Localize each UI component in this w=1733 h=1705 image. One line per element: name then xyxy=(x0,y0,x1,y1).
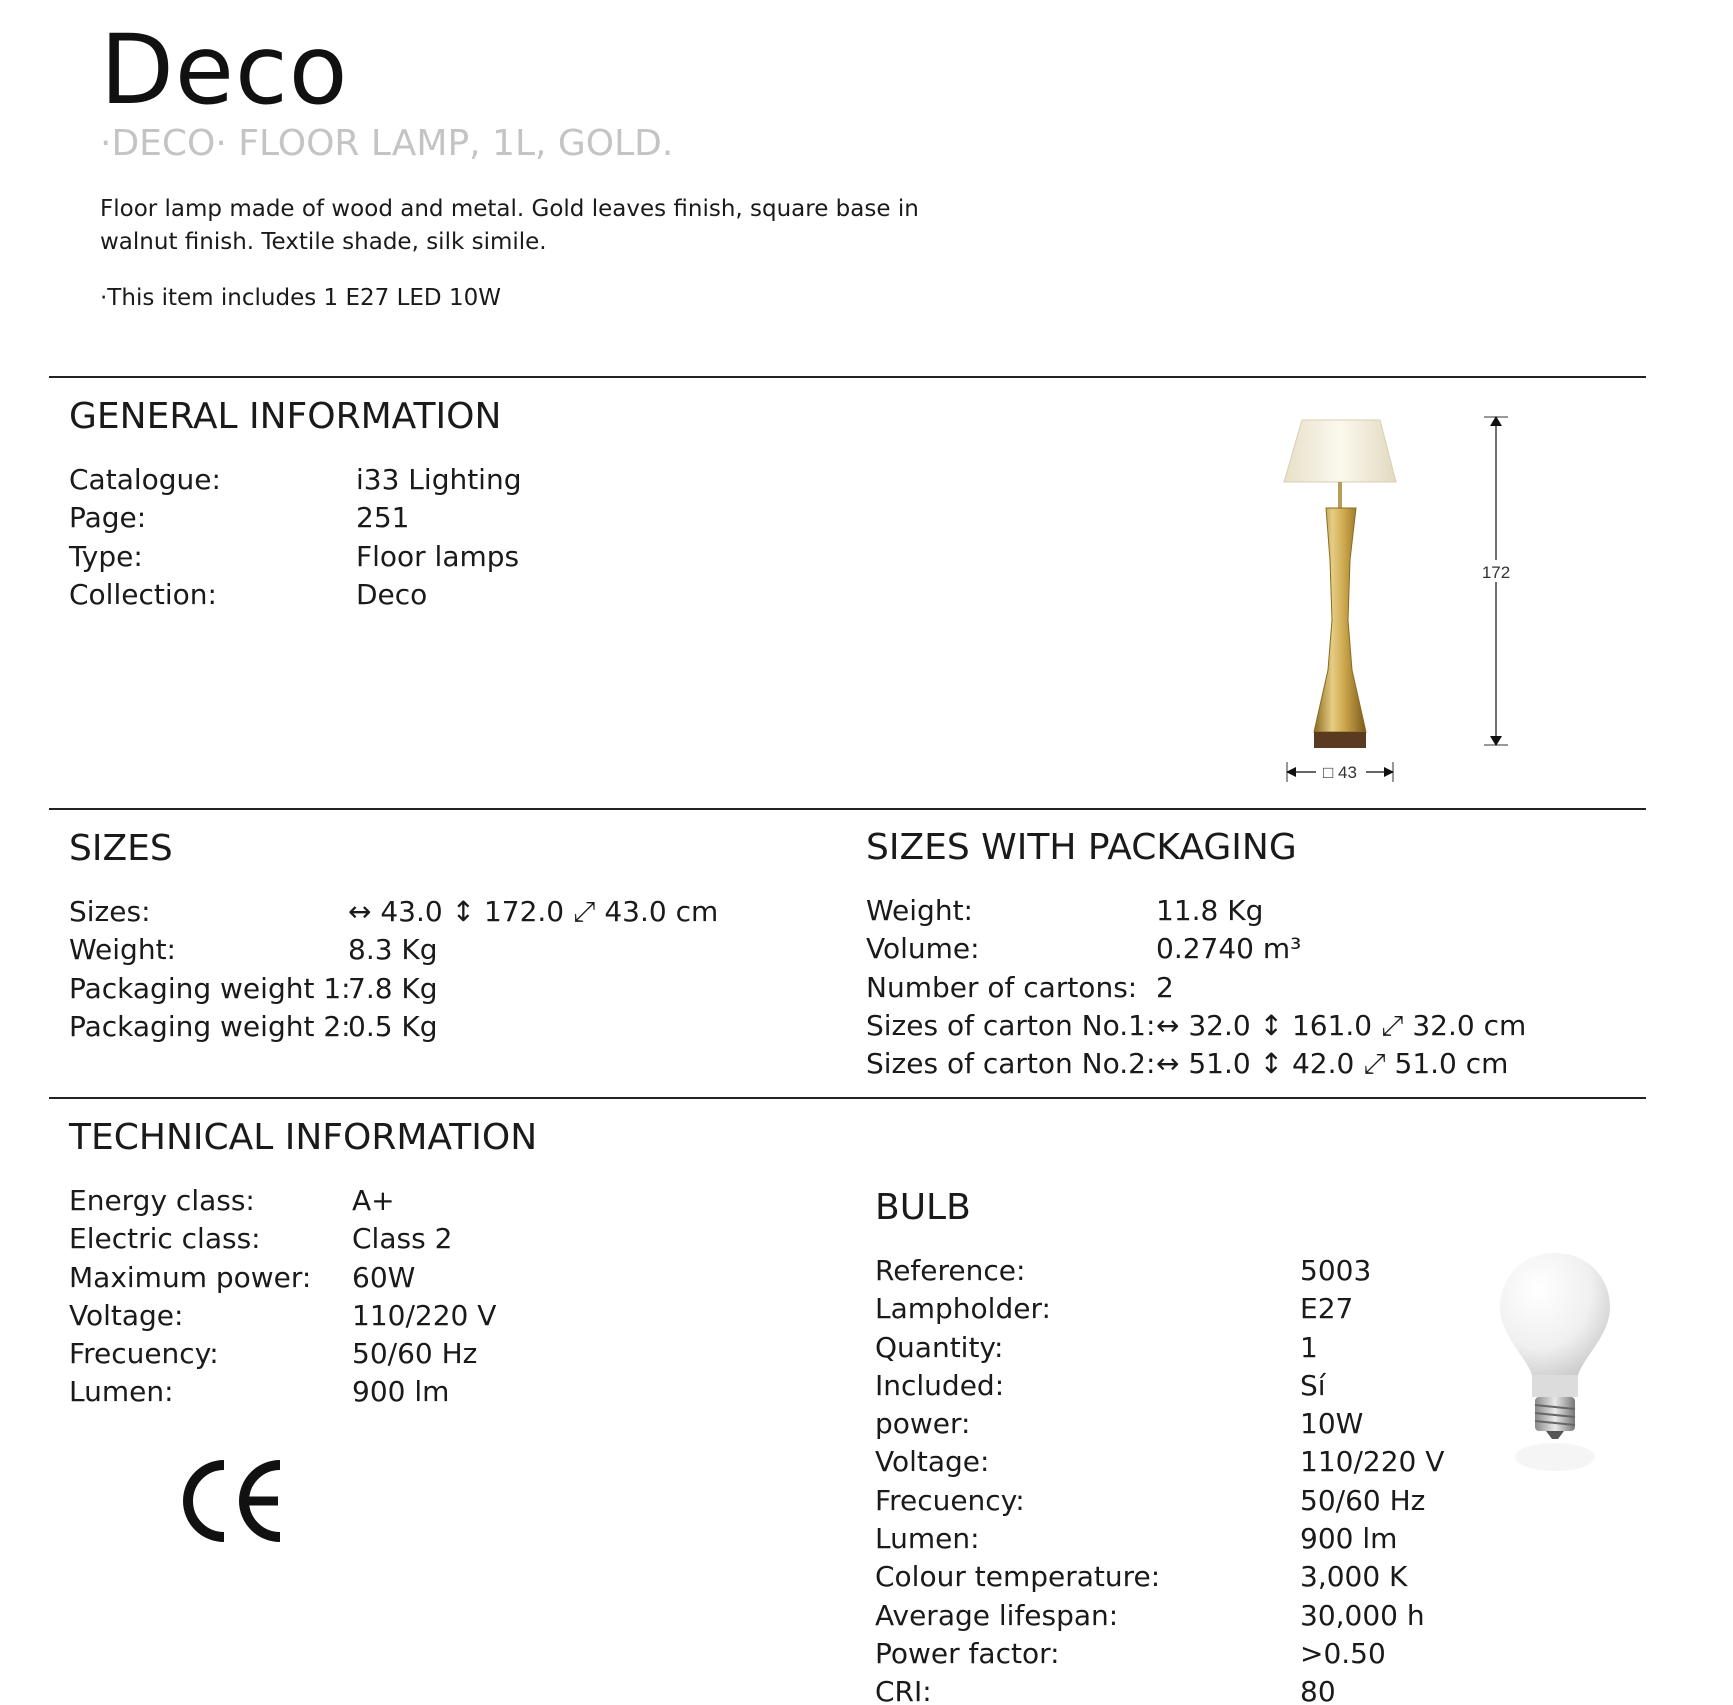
info-label: Frecuency: xyxy=(875,1483,1025,1517)
info-label: Weight: xyxy=(866,894,973,927)
info-label: Lumen: xyxy=(69,1375,174,1409)
info-row xyxy=(875,1482,1444,1520)
bulb-heading: BULB xyxy=(875,1187,971,1228)
info-value: 5003 xyxy=(1300,1254,1372,1287)
width-dimension-label: □ 43 xyxy=(1323,763,1357,782)
info-value: 50/60 Hz xyxy=(1300,1483,1426,1517)
info-label: power: xyxy=(875,1407,971,1441)
bulb-list xyxy=(875,1252,1444,1705)
info-value: 50/60 Hz xyxy=(352,1337,478,1371)
info-value: E27 xyxy=(1300,1292,1354,1326)
info-value: 1 xyxy=(1300,1330,1318,1364)
info-row xyxy=(69,1008,718,1046)
info-row xyxy=(69,1220,496,1258)
info-value: 110/220 V xyxy=(1300,1445,1445,1479)
info-value: Sí xyxy=(1300,1368,1326,1402)
info-value: i33 Lighting xyxy=(356,463,522,496)
info-row xyxy=(875,1443,1444,1481)
lamp-stem-shape xyxy=(1338,482,1342,508)
info-label: Packaging weight 1: xyxy=(69,971,351,1005)
info-value: 0.5 Kg xyxy=(348,1009,438,1043)
info-row xyxy=(875,1520,1444,1558)
info-label: Voltage: xyxy=(875,1445,990,1479)
info-label: Lumen: xyxy=(875,1522,980,1556)
info-row xyxy=(69,1182,496,1220)
info-label: Reference: xyxy=(875,1254,1026,1287)
info-label: Page: xyxy=(69,501,147,535)
info-row xyxy=(69,1335,496,1373)
info-row xyxy=(875,1367,1444,1405)
info-row xyxy=(69,461,521,499)
info-row xyxy=(69,499,521,537)
info-value: 900 lm xyxy=(1300,1522,1398,1556)
info-row xyxy=(69,931,718,969)
info-value: ↔ 43.0 ↕ 172.0 ⤢ 43.0 cm xyxy=(348,895,719,928)
info-value: 110/220 V xyxy=(352,1298,497,1332)
sizes-with-packaging-list xyxy=(866,892,1526,1083)
info-value: A+ xyxy=(352,1184,395,1217)
product-description: Floor lamp made of wood and metal. Gold leaves finish, square base in walnut finish. Textile shade, silk simile. xyxy=(100,196,919,255)
floor-lamp-dimension-figure xyxy=(1270,410,1530,790)
info-value: 3,000 K xyxy=(1300,1560,1408,1594)
info-row xyxy=(875,1635,1444,1673)
info-value: ↔ 32.0 ↕ 161.0 ⤢ 32.0 cm xyxy=(1156,1008,1527,1042)
info-label: Packaging weight 2: xyxy=(69,1009,351,1043)
info-row xyxy=(866,1007,1526,1045)
info-label: Type: xyxy=(69,539,143,573)
info-value: Class 2 xyxy=(352,1222,453,1256)
info-label: Average lifespan: xyxy=(875,1598,1119,1632)
general-information-heading: GENERAL INFORMATION xyxy=(69,396,502,437)
info-label: CRI: xyxy=(875,1675,932,1705)
sizes-list xyxy=(69,893,718,1046)
info-value: 30,000 h xyxy=(1300,1598,1425,1632)
info-value: Deco xyxy=(356,577,428,611)
info-row xyxy=(875,1290,1444,1328)
info-row xyxy=(875,1252,1444,1290)
technical-information-heading: TECHNICAL INFORMATION xyxy=(69,1117,538,1158)
info-row xyxy=(866,1045,1526,1083)
sizes-with-packaging-heading: SIZES WITH PACKAGING xyxy=(866,827,1297,868)
info-value: 0.2740 m³ xyxy=(1156,932,1302,966)
sizes-heading: SIZES xyxy=(69,828,173,869)
technical-information-list xyxy=(69,1182,496,1412)
info-label: Frecuency: xyxy=(69,1337,219,1371)
divider xyxy=(49,1097,1646,1099)
info-row xyxy=(875,1597,1444,1635)
lamp-shade-shape xyxy=(1284,420,1396,482)
info-row xyxy=(69,576,521,614)
info-label: Power factor: xyxy=(875,1636,1060,1670)
info-value: ↔ 51.0 ↕ 42.0 ⤢ 51.0 cm xyxy=(1156,1047,1509,1081)
info-value: 7.8 Kg xyxy=(348,971,438,1005)
info-label: Lampholder: xyxy=(875,1292,1051,1326)
info-value: >0.50 xyxy=(1300,1636,1386,1670)
info-label: Weight: xyxy=(69,933,176,967)
info-row xyxy=(866,930,1526,968)
info-value: 10W xyxy=(1300,1407,1364,1441)
info-label: Catalogue: xyxy=(69,463,221,496)
info-label: Quantity: xyxy=(875,1330,1004,1364)
info-label: Sizes of carton No.1: xyxy=(866,1008,1156,1042)
info-label: Maximum power: xyxy=(69,1260,312,1294)
info-label: Sizes of carton No.2: xyxy=(866,1047,1156,1081)
includes-note: ·This item includes 1 E27 LED 10W xyxy=(100,285,501,311)
height-dimension-label: 172 xyxy=(1481,563,1511,582)
general-information-list xyxy=(69,461,521,614)
info-row xyxy=(875,1558,1444,1596)
info-value: 900 lm xyxy=(352,1375,450,1409)
info-row xyxy=(69,538,521,576)
info-label: Included: xyxy=(875,1368,1005,1402)
lamp-base-shape xyxy=(1314,732,1366,748)
info-row xyxy=(875,1405,1444,1443)
led-bulb-image xyxy=(1490,1245,1620,1485)
divider xyxy=(49,808,1646,810)
info-label: Collection: xyxy=(69,577,217,611)
lamp-body-shape xyxy=(1314,508,1366,732)
info-value: 60W xyxy=(352,1260,416,1294)
info-row xyxy=(875,1673,1444,1705)
info-value: 2 xyxy=(1156,970,1174,1004)
info-row xyxy=(866,892,1526,930)
info-label: Energy class: xyxy=(69,1184,255,1217)
info-label: Voltage: xyxy=(69,1298,184,1332)
info-value: 80 xyxy=(1300,1675,1336,1705)
info-row xyxy=(875,1329,1444,1367)
info-row xyxy=(69,1373,496,1411)
info-row xyxy=(69,1297,496,1335)
info-row xyxy=(69,1259,496,1297)
product-subtitle: ·DECO· FLOOR LAMP, 1L, GOLD. xyxy=(100,123,674,164)
info-row xyxy=(69,970,718,1008)
info-label: Sizes: xyxy=(69,895,151,928)
info-row xyxy=(69,893,718,931)
info-label: Colour temperature: xyxy=(875,1560,1161,1594)
divider xyxy=(49,376,1646,378)
info-value: Floor lamps xyxy=(356,539,520,573)
info-row xyxy=(866,969,1526,1007)
info-label: Number of cartons: xyxy=(866,970,1138,1004)
ce-mark-icon xyxy=(178,1455,288,1545)
info-label: Electric class: xyxy=(69,1222,261,1256)
info-label: Volume: xyxy=(866,932,980,966)
info-value: 8.3 Kg xyxy=(348,933,438,967)
info-value: 11.8 Kg xyxy=(1156,894,1264,927)
product-title: Deco xyxy=(100,14,349,126)
info-value: 251 xyxy=(356,501,410,535)
